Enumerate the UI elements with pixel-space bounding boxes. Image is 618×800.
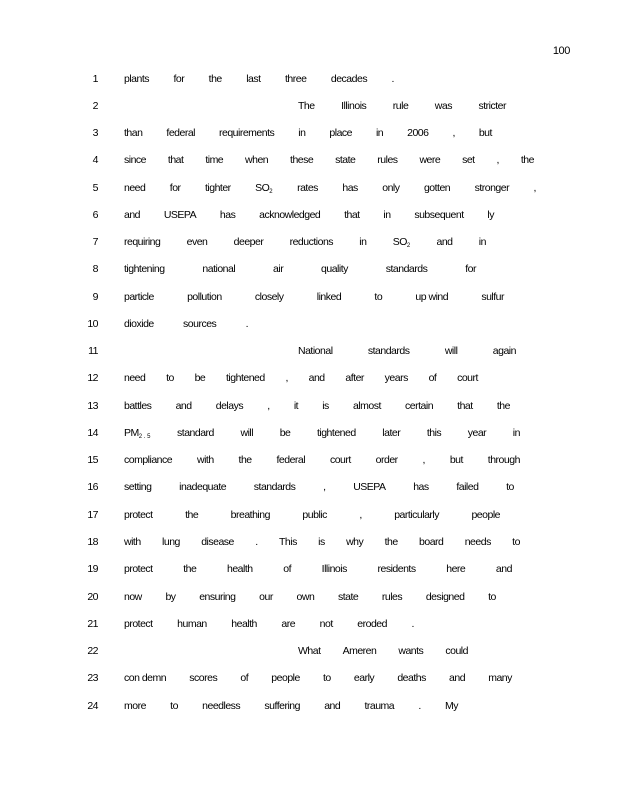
line-number: 3 [92, 127, 98, 139]
word: needs [464, 536, 491, 548]
word: USEPA [163, 209, 197, 221]
word: standards [367, 345, 410, 357]
transcript-line [0, 372, 618, 388]
word: that [457, 400, 473, 412]
transcript-line [0, 536, 618, 552]
word: more [124, 700, 146, 712]
word: tightening [124, 263, 165, 275]
line-number: 19 [87, 563, 98, 575]
word: state [335, 154, 356, 166]
word: since [124, 154, 147, 166]
transcript-line [0, 291, 618, 307]
word: certain [405, 400, 434, 412]
word: for [169, 182, 181, 194]
transcript-line [0, 236, 618, 252]
word: , [452, 127, 455, 139]
transcript-line [0, 154, 618, 170]
line-number: 13 [87, 400, 98, 412]
word: court [457, 372, 478, 384]
word: delays [215, 400, 244, 412]
word: National [298, 345, 333, 357]
word: to [322, 672, 331, 684]
word: standard [177, 427, 214, 439]
word: why [346, 536, 364, 548]
word: this [426, 427, 442, 439]
transcript-line [0, 127, 618, 143]
word: , [267, 400, 270, 412]
line-text [124, 372, 478, 384]
word: board [419, 536, 444, 548]
word: residents [377, 563, 416, 575]
word: for [173, 73, 185, 85]
line-text [298, 645, 468, 657]
word: decades [330, 73, 368, 85]
word: and [495, 563, 512, 575]
transcript-line [0, 481, 618, 497]
word: has [219, 209, 236, 221]
word: and [308, 372, 325, 384]
line-number: 18 [87, 536, 98, 548]
line-number: 20 [87, 591, 98, 603]
word: , [359, 509, 362, 521]
line-number: 14 [87, 427, 98, 439]
word: health [227, 563, 253, 575]
word: This [278, 536, 297, 548]
word: inadequate [179, 481, 227, 493]
word: the [238, 454, 252, 466]
word: protect [124, 509, 153, 521]
word: scores [189, 672, 218, 684]
line-text [124, 454, 520, 466]
line-text [124, 536, 520, 548]
word: own [296, 591, 315, 603]
line-text [124, 182, 536, 195]
word: here [446, 563, 466, 575]
word: these [290, 154, 314, 166]
transcript-line [0, 645, 618, 661]
word: stronger [474, 182, 510, 194]
word: to [166, 372, 174, 384]
so2-term: $SO_2$ [255, 182, 273, 195]
line-number: 1 [92, 73, 98, 85]
word: deaths [397, 672, 426, 684]
word: requiring [124, 236, 161, 248]
word: be [194, 372, 206, 384]
line-number: 15 [87, 454, 98, 466]
transcript-line [0, 700, 618, 716]
page-number: 100 [552, 45, 570, 57]
transcript-line [0, 73, 618, 89]
word: setting [124, 481, 152, 493]
line-text [124, 400, 510, 412]
word: eroded [357, 618, 387, 630]
word: ensuring [199, 591, 236, 603]
word: 2006 [407, 127, 429, 139]
word: many [488, 672, 512, 684]
word: trauma [364, 700, 395, 712]
word: rules [377, 154, 398, 166]
word: standards [385, 263, 428, 275]
word: place [329, 127, 352, 139]
line-number: 5 [92, 182, 98, 194]
line-text [124, 291, 504, 303]
transcript-line [0, 618, 618, 634]
word: failed [456, 481, 479, 493]
transcript-line [0, 318, 618, 334]
word: tightened [226, 372, 265, 384]
word: our [259, 591, 273, 603]
word: that [167, 154, 184, 166]
word: years [384, 372, 408, 384]
word: tightened [316, 427, 356, 439]
line-number: 21 [87, 618, 98, 630]
transcript-line [0, 345, 618, 361]
word: national [202, 263, 236, 275]
transcript-line [0, 563, 618, 579]
word: now [124, 591, 142, 603]
word: and [175, 400, 192, 412]
transcript-line [0, 672, 618, 688]
transcript-line [0, 182, 618, 198]
word: of [283, 563, 292, 575]
word: after [345, 372, 364, 384]
word: reductions [289, 236, 334, 248]
word: three [285, 73, 307, 85]
word: , [422, 454, 425, 466]
word: were [419, 154, 441, 166]
transcript-line [0, 454, 618, 470]
word: wants [398, 645, 424, 657]
word: in [359, 236, 367, 248]
word: has [413, 481, 429, 493]
word: human [177, 618, 207, 630]
word: health [231, 618, 257, 630]
subscript: 2 . 5 [138, 434, 151, 440]
word: deeper [233, 236, 264, 248]
line-number: 24 [87, 700, 98, 712]
word: in [512, 427, 520, 439]
word: through [487, 454, 520, 466]
word: are [281, 618, 296, 630]
line-number: 8 [92, 263, 98, 275]
word: particularly [394, 509, 439, 521]
word: the [183, 563, 197, 575]
transcript-line [0, 427, 618, 443]
transcript-line [0, 209, 618, 225]
word: in [383, 209, 391, 221]
pm25-term: $PM_{2 . 5}$ [124, 427, 151, 440]
transcript-line [0, 591, 618, 607]
word: the [520, 154, 534, 166]
word: Illinois [341, 100, 367, 112]
word: quality [321, 263, 348, 275]
word: protect [124, 563, 153, 575]
line-text [298, 100, 506, 112]
line-text [124, 591, 496, 603]
word: to [506, 481, 514, 493]
line-number: 16 [87, 481, 98, 493]
transcript-line [0, 509, 618, 525]
word: suffering [264, 700, 300, 712]
word: later [382, 427, 401, 439]
word: when [245, 154, 269, 166]
line-text [124, 672, 512, 684]
line-text [124, 700, 458, 712]
line-number: 23 [87, 672, 98, 684]
line-text [124, 318, 248, 330]
line-number: 7 [92, 236, 98, 248]
word: be [279, 427, 291, 439]
word: Ameren [342, 645, 377, 657]
word: air [273, 263, 284, 275]
word: early [353, 672, 375, 684]
word: not [319, 618, 333, 630]
word: needless [202, 700, 241, 712]
word: the [496, 400, 510, 412]
word: plants [124, 73, 150, 85]
line-text [124, 127, 492, 139]
line-number: 22 [87, 645, 98, 657]
word: but [478, 127, 492, 139]
line-text [124, 618, 414, 630]
word: stricter [478, 100, 506, 112]
line-number: 11 [88, 345, 98, 357]
word: people [271, 672, 300, 684]
word: only [382, 182, 400, 194]
line-number: 10 [87, 318, 98, 330]
word: to [170, 700, 178, 712]
word: in [375, 127, 384, 139]
word: , [323, 481, 326, 493]
word: need [124, 182, 146, 194]
word: of [240, 672, 249, 684]
subscript: 2 [269, 189, 273, 195]
word: order [375, 454, 398, 466]
word: for [465, 263, 476, 275]
line-text [124, 154, 534, 166]
word: federal [276, 454, 306, 466]
word: with [196, 454, 214, 466]
line-number: 2 [92, 100, 98, 112]
word: set [462, 154, 475, 166]
word: will [444, 345, 458, 357]
word: but [449, 454, 463, 466]
word: by [165, 591, 176, 603]
word: it [293, 400, 299, 412]
word: sulfur [481, 291, 504, 303]
word: was [434, 100, 452, 112]
word: need [124, 372, 146, 384]
word: almost [352, 400, 381, 412]
word: con demn [124, 672, 167, 684]
word: rule [392, 100, 409, 112]
line-text [124, 481, 514, 493]
line-number: 17 [87, 509, 98, 521]
line-text [124, 563, 512, 575]
word: in [298, 127, 306, 139]
word: gotten [423, 182, 451, 194]
word: will [240, 427, 254, 439]
word: to [488, 591, 496, 603]
word: and [449, 672, 466, 684]
word: and [124, 209, 141, 221]
word: . [391, 73, 394, 85]
word: even [186, 236, 208, 248]
word: that [344, 209, 360, 221]
word: . [245, 318, 248, 330]
word: pollution [187, 291, 222, 303]
word: rules [381, 591, 403, 603]
transcript-line [0, 400, 618, 416]
word: in [478, 236, 486, 248]
word: What [298, 645, 321, 657]
word: . [255, 536, 258, 548]
word: to [374, 291, 383, 303]
word: . [411, 618, 414, 630]
word: dioxide [124, 318, 154, 330]
word: state [337, 591, 359, 603]
line-text [124, 427, 520, 440]
word: has [342, 182, 358, 194]
word: year [467, 427, 487, 439]
word: the [208, 73, 222, 85]
word: the [185, 509, 199, 521]
word: , [533, 182, 536, 194]
word: protect [124, 618, 153, 630]
word: battles [124, 400, 152, 412]
word: designed [425, 591, 465, 603]
line-text [124, 509, 500, 521]
word: , [285, 372, 288, 384]
word: and [324, 700, 341, 712]
line-number: 12 [87, 372, 98, 384]
line-number: 4 [92, 154, 98, 166]
word: linked [316, 291, 342, 303]
line-text [298, 345, 516, 357]
word: My [445, 700, 458, 712]
word: to [512, 536, 520, 548]
word: sources [183, 318, 217, 330]
word: particle [124, 291, 154, 303]
word: with [124, 536, 141, 548]
line-text [124, 236, 486, 249]
transcript-line [0, 263, 618, 279]
word: is [322, 400, 329, 412]
word: The [298, 100, 315, 112]
so2-term: $SO_2$ [392, 236, 411, 249]
word: . [418, 700, 421, 712]
transcript-line [0, 100, 618, 116]
word: breathing [230, 509, 270, 521]
word: Illinois [321, 563, 347, 575]
word: rates [297, 182, 318, 194]
line-number: 6 [92, 209, 98, 221]
word: federal [166, 127, 196, 139]
word: is [318, 536, 325, 548]
subscript: 2 [406, 243, 411, 249]
word: could [445, 645, 468, 657]
word: public [302, 509, 327, 521]
line-text [124, 73, 394, 85]
word: the [384, 536, 398, 548]
line-text [124, 263, 476, 275]
word: again [492, 345, 516, 357]
word: ly [487, 209, 494, 221]
word: people [471, 509, 500, 521]
word: acknowledged [259, 209, 321, 221]
word: up wind [415, 291, 449, 303]
line-number: 9 [92, 291, 98, 303]
line-text [124, 209, 494, 221]
word: of [428, 372, 437, 384]
word: compliance [124, 454, 173, 466]
word: last [246, 73, 261, 85]
word: USEPA [353, 481, 386, 493]
word: disease [201, 536, 234, 548]
word: time [205, 154, 224, 166]
word: standards [253, 481, 296, 493]
word: subsequent [414, 209, 464, 221]
word: and [436, 236, 453, 248]
word: court [329, 454, 351, 466]
word: , [496, 154, 499, 166]
word: tighter [205, 182, 231, 194]
word: than [124, 127, 143, 139]
word: requirements [218, 127, 275, 139]
word: closely [254, 291, 284, 303]
word: lung [162, 536, 180, 548]
